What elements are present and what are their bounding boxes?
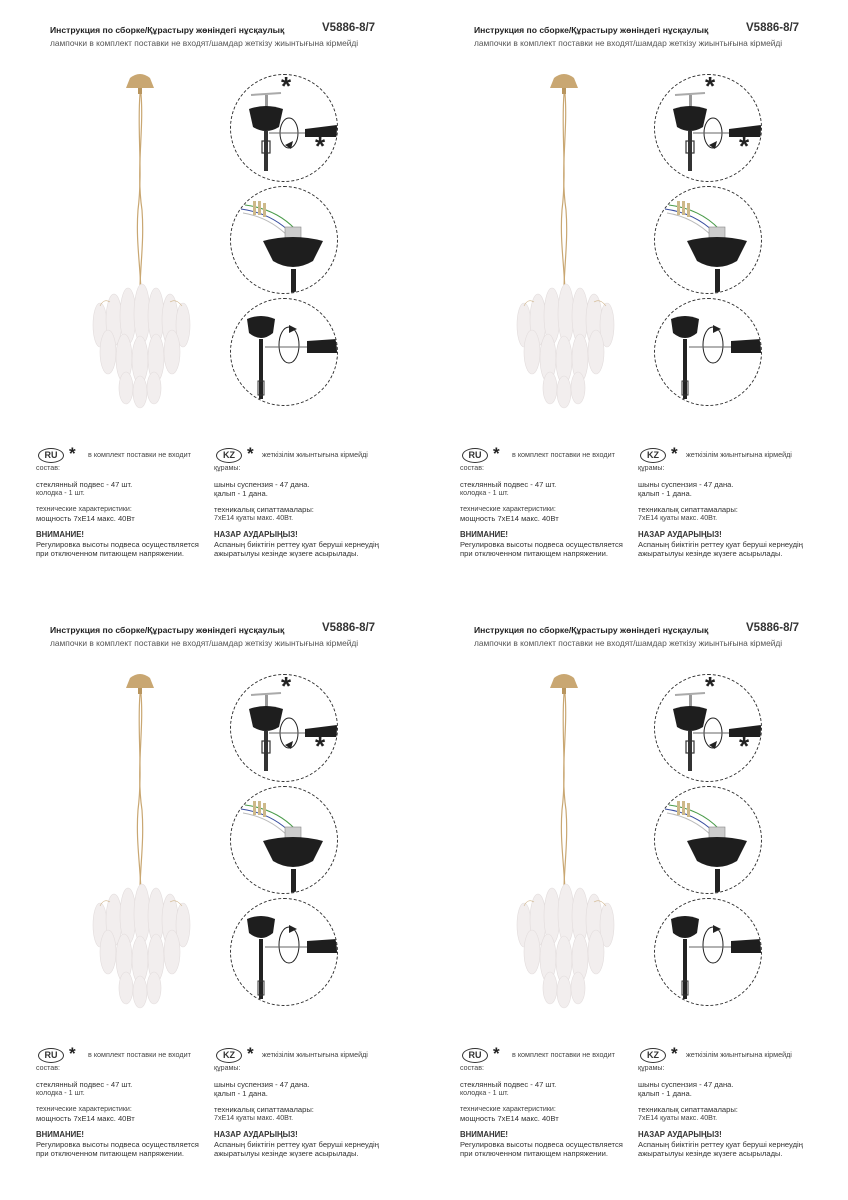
step-3-tighten-screw [654,898,762,1006]
info-section [32,1046,422,1166]
star-icon: * [671,1044,678,1063]
ru-specs: мощность 7хЕ14 макс. 40Вт [36,1114,135,1123]
ru-column [460,446,640,558]
star-icon: * [671,444,678,463]
star-icon: * [247,1044,254,1063]
kz-column [638,1046,818,1158]
ru-warning-line: при отключенном питающем напряжении. [36,1149,184,1158]
document-subtitle: лампочки в комплект поставки не входят/шамдар жеткізу жиынтығына кірмейді [50,638,359,648]
ru-specs: мощность 7хЕ14 макс. 40Вт [460,514,559,523]
assembly-diagram [654,74,774,414]
kz-specs: 7хЕ14 қуаты макс. 40Вт. [638,514,718,522]
ru-specs-label: технические характеристики: [36,1105,132,1113]
ru-warning-line: Регулировка высоты подвеса осуществляется [460,540,623,549]
instruction-panel-4 [456,622,846,1182]
ru-composition-label: состав: [460,464,484,472]
ru-warning-title: ВНИМАНИЕ! [36,530,85,539]
ru-item: стеклянный подвес - 47 шт. [460,1080,557,1089]
kz-star-note: жеткізілім жиынтығына кірмейді [686,450,792,459]
kz-specs: 7хЕ14 қуаты макс. 40Вт. [214,1114,294,1122]
header-row [50,622,420,639]
kz-column [638,446,818,558]
ru-badge: RU [38,448,64,463]
ru-specs: мощность 7хЕ14 макс. 40Вт [36,514,135,523]
step-3-tighten-screw [654,298,762,406]
kz-item: қалып - 1 дана. [214,1089,268,1098]
ru-composition-label: состав: [36,1064,60,1072]
kz-composition-label: құрамы: [214,464,241,472]
assembly-diagram [654,674,774,1014]
step-2-connect-wires [230,786,338,894]
step-1-loosen-screw [654,674,762,782]
instruction-panel-3 [32,622,422,1182]
ru-badge: RU [38,1048,64,1063]
ru-item: колодка - 1 шт. [460,1089,509,1097]
kz-specs-label: техникалық сипаттамалары: [214,505,314,514]
step-2-connect-wires [230,186,338,294]
ru-item: стеклянный подвес - 47 шт. [460,480,557,489]
ru-item: стеклянный подвес - 47 шт. [36,1080,133,1089]
kz-badge: KZ [640,1048,666,1063]
star-mark: * [739,731,750,761]
ru-badge: RU [462,448,488,463]
kz-warning-line: ажыратылуы кезінде жүзеге асырылады. [638,549,783,558]
ru-item: стеклянный подвес - 47 шт. [36,480,133,489]
star-mark: * [315,131,326,161]
kz-warning-line: ажыратылуы кезінде жүзеге асырылады. [638,1149,783,1158]
instruction-panel-2 [456,22,846,582]
ru-specs-label: технические характеристики: [460,505,556,513]
model-code: V5886-8/7 [322,622,376,634]
step-1-loosen-screw [230,674,338,782]
kz-column [214,1046,394,1158]
star-mark: * [705,74,716,101]
chandelier-image [504,670,624,1010]
ru-warning-line: при отключенном питающем напряжении. [460,1149,608,1158]
step-3-tighten-screw [230,898,338,1006]
star-icon: * [69,444,76,463]
ru-warning-line: Регулировка высоты подвеса осуществляется [36,540,199,549]
kz-composition-label: құрамы: [638,464,665,472]
document-subtitle: лампочки в комплект поставки не входят/шамдар жеткізу жиынтығына кірмейді [474,638,783,648]
star-mark: * [705,674,716,701]
chandelier-image [80,70,200,410]
document-subtitle: лампочки в комплект поставки не входят/шамдар жеткізу жиынтығына кірмейді [474,38,783,48]
kz-badge: KZ [640,448,666,463]
kz-warning-line: ажыратылуы кезінде жүзеге асырылады. [214,1149,359,1158]
kz-star-note: жеткізілім жиынтығына кірмейді [262,1050,368,1059]
assembly-diagram [230,74,350,414]
info-section [32,446,422,566]
kz-specs-label: техникалық сипаттамалары: [638,505,738,514]
step-2-connect-wires [654,786,762,894]
ru-specs-label: технические характеристики: [36,505,132,513]
ru-composition-label: состав: [36,464,60,472]
assembly-diagram [230,674,350,1014]
document-title: Инструкция по сборке/Құрастыру жөніндегі нұсқаулық [474,625,709,635]
star-icon: * [69,1044,76,1063]
instruction-panel-1 [32,22,422,582]
kz-star-note: жеткізілім жиынтығына кірмейді [686,1050,792,1059]
star-mark: * [315,731,326,761]
kz-specs: 7хЕ14 қуаты макс. 40Вт. [214,514,294,522]
star-icon: * [247,444,254,463]
kz-composition-label: құрамы: [638,1064,665,1072]
kz-badge: KZ [216,1048,242,1063]
chandelier-image [80,670,200,1010]
ru-item: колодка - 1 шт. [36,1089,85,1097]
kz-warning-line: ажыратылуы кезінде жүзеге асырылады. [214,549,359,558]
ru-column [36,1046,216,1158]
ru-star-note: в комплект поставки не входит [88,450,191,459]
document-title: Инструкция по сборке/Құрастыру жөніндегі нұсқаулық [50,25,285,35]
kz-item: шыны суспензия - 47 дана. [214,480,310,489]
star-mark: * [739,131,750,161]
ru-specs-label: технические характеристики: [460,1105,556,1113]
kz-item: шыны суспензия - 47 дана. [638,1080,734,1089]
ru-warning-line: Регулировка высоты подвеса осуществляется [36,1140,199,1149]
ru-column [36,446,216,558]
info-section [456,1046,846,1166]
ru-warning-title: ВНИМАНИЕ! [36,1130,85,1139]
model-code: V5886-8/7 [746,22,800,34]
ru-badge: RU [462,1048,488,1063]
star-icon: * [493,444,500,463]
document-title: Инструкция по сборке/Құрастыру жөніндегі нұсқаулық [50,625,285,635]
kz-item: қалып - 1 дана. [638,1089,692,1098]
ru-item: колодка - 1 шт. [36,489,85,497]
star-mark: * [281,74,292,101]
kz-warning-title: НАЗАР АУДАРЫҢЫЗ! [214,1130,298,1139]
header-row [474,622,844,639]
document-title: Инструкция по сборке/Құрастыру жөніндегі нұсқаулық [474,25,709,35]
kz-specs-label: техникалық сипаттамалары: [638,1105,738,1114]
ru-warning-title: ВНИМАНИЕ! [460,1130,509,1139]
step-1-loosen-screw [654,74,762,182]
model-code: V5886-8/7 [322,22,376,34]
step-1-loosen-screw [230,74,338,182]
kz-warning-line: Аспаның биіктігін реттеу қуат беруші кернеудің [214,1140,379,1149]
star-mark: * [281,674,292,701]
kz-item: шыны суспензия - 47 дана. [638,480,734,489]
ru-star-note: в комплект поставки не входит [512,1050,615,1059]
ru-item: колодка - 1 шт. [460,489,509,497]
kz-warning-title: НАЗАР АУДАРЫҢЫЗ! [214,530,298,539]
kz-composition-label: құрамы: [214,1064,241,1072]
kz-specs: 7хЕ14 қуаты макс. 40Вт. [638,1114,718,1122]
ru-composition-label: состав: [460,1064,484,1072]
header-row [474,22,844,39]
ru-star-note: в комплект поставки не входит [88,1050,191,1059]
kz-item: қалып - 1 дана. [638,489,692,498]
ru-specs: мощность 7хЕ14 макс. 40Вт [460,1114,559,1123]
document-subtitle: лампочки в комплект поставки не входят/шамдар жеткізу жиынтығына кірмейді [50,38,359,48]
kz-warning-line: Аспаның биіктігін реттеу қуат беруші кернеудің [638,1140,803,1149]
kz-warning-line: Аспаның биіктігін реттеу қуат беруші кернеудің [214,540,379,549]
ru-warning-line: при отключенном питающем напряжении. [460,549,608,558]
step-3-tighten-screw [230,298,338,406]
ru-warning-line: при отключенном питающем напряжении. [36,549,184,558]
header-row [50,22,420,39]
kz-item: шыны суспензия - 47 дана. [214,1080,310,1089]
kz-warning-title: НАЗАР АУДАРЫҢЫЗ! [638,530,722,539]
kz-star-note: жеткізілім жиынтығына кірмейді [262,450,368,459]
kz-specs-label: техникалық сипаттамалары: [214,1105,314,1114]
info-section [456,446,846,566]
kz-column [214,446,394,558]
ru-star-note: в комплект поставки не входит [512,450,615,459]
kz-warning-line: Аспаның биіктігін реттеу қуат беруші кернеудің [638,540,803,549]
ru-warning-line: Регулировка высоты подвеса осуществляется [460,1140,623,1149]
ru-column [460,1046,640,1158]
chandelier-image [504,70,624,410]
step-2-connect-wires [654,186,762,294]
kz-badge: KZ [216,448,242,463]
star-icon: * [493,1044,500,1063]
kz-item: қалып - 1 дана. [214,489,268,498]
kz-warning-title: НАЗАР АУДАРЫҢЫЗ! [638,1130,722,1139]
ru-warning-title: ВНИМАНИЕ! [460,530,509,539]
model-code: V5886-8/7 [746,622,800,634]
